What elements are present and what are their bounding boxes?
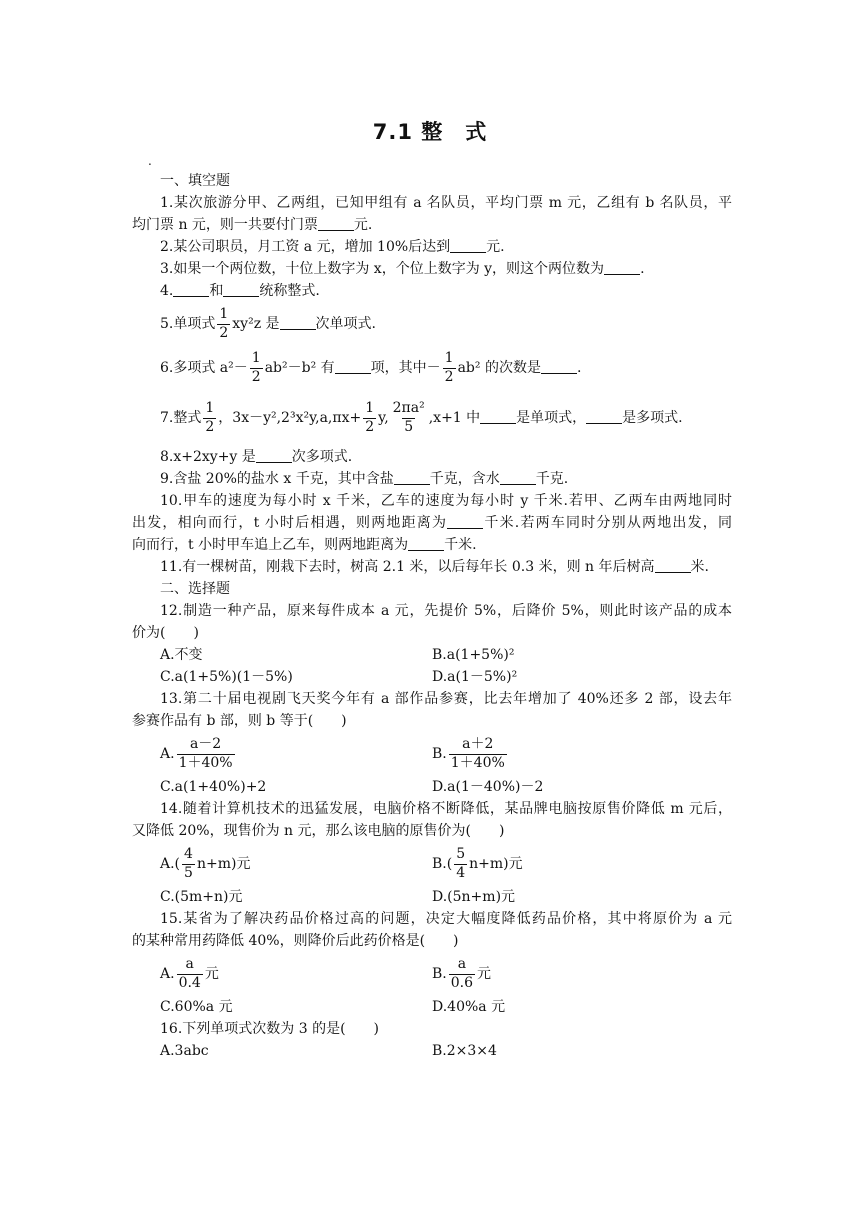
question-14-line-1: 14.随着计算机技术的迅猛发展，电脑价格不断降低，某品牌电脑按原售价降低 m 元后， — [160, 801, 732, 817]
dot-mark: . — [148, 154, 152, 168]
option-d: D.40%a 元 — [432, 999, 506, 1015]
question-9: 9.含盐 20%的盐水 x 千克，其中含盐 千克，含水 千克. — [160, 471, 569, 487]
question-12-options-ab — [132, 644, 732, 666]
question-15-line-1: 15.某省为了解决药品价格过高的问题，决定大幅度降低药品价格，其中将原价为 a 元 — [160, 911, 732, 927]
question-14-options-cd — [132, 886, 732, 908]
option-a: A. $\frac{a-2}{1+40\%}$ — [160, 736, 233, 771]
question-15-options-ab — [132, 952, 732, 996]
fraction-a-plus-2: $\frac{a+2}{1+40\%}$ — [450, 736, 505, 771]
option-a: A.不变 — [160, 647, 203, 663]
question-15-options-cd — [132, 996, 732, 1018]
option-b: B.2×3×4 — [432, 1043, 497, 1059]
answer-blank — [223, 282, 259, 297]
answer-blank — [173, 282, 209, 297]
question-11: 11.有一棵树苗，刚栽下去时，树高 2.1 米，以后每年长 0.3 米，则 n 年后树高 米. — [160, 559, 709, 575]
fraction-four-fifths: $\frac{4}{5}$ — [184, 846, 193, 881]
fraction-a-minus-2: $\frac{a-2}{1+40\%}$ — [178, 736, 233, 771]
answer-blank — [655, 558, 691, 573]
fraction-five-fourths: $\frac{5}{4}$ — [456, 846, 466, 881]
question-10-line-3: 向而行，t 小时甲车追上乙车，则两地距离为 千米. — [132, 537, 477, 553]
question-16-options-ab — [132, 1040, 732, 1062]
option-c: C.a(1+40%)+2 — [160, 779, 267, 795]
option-b: B.a(1+5%)² — [432, 647, 515, 663]
question-10-line-2: 出发，相向而行，t 小时后相遇，则两地距离为 千米.若两车同时分别从两地出发，同 — [132, 515, 732, 531]
question-2: 2.某公司职员，月工资 a 元，增加 10%后达到 元. — [160, 239, 505, 255]
fraction-a-over-0-6: $\frac{a}{0.6}$ — [450, 956, 474, 991]
option-d: D.a(1－40%)－2 — [432, 779, 544, 795]
document-body — [132, 170, 732, 1062]
question-12-options-cd — [132, 666, 732, 688]
question-12-line-1: 12.制造一种产品，原来每件成本 a 元，先提价 5%，后降价 5%，则此时该产品的成本 — [160, 603, 732, 619]
question-13-line-1: 13.第二十届电视剧飞天奖今年有 a 部作品参赛，比去年增加了 40%还多 2 部，设去年 — [160, 691, 732, 707]
answer-blank — [500, 470, 536, 485]
question-8: 8.x+2xy+y 是 次多项式. — [160, 449, 353, 465]
section-heading-fill: 一、填空题 — [160, 173, 230, 189]
option-d: D.a(1－5%)² — [432, 669, 518, 685]
fraction-one-half: $\frac{1}{2}$ — [205, 400, 215, 435]
question-12-line-2: 价为( ) — [132, 625, 199, 641]
fraction-a-over-0-4: $\frac{a}{0.4}$ — [178, 956, 201, 991]
option-b: B.( $\frac{5}{4}$ n+m)元 — [432, 846, 523, 881]
question-10-line-1: 10.甲车的速度为每小时 x 千米，乙车的速度为每小时 y 千米.若甲、乙两车由两地同时 — [160, 493, 732, 509]
answer-blank — [256, 448, 292, 463]
fraction-one-half: $\frac{1}{2}$ — [219, 306, 229, 341]
option-a: A. $\frac{a}{0.4}$ 元 — [160, 956, 219, 991]
answer-blank — [408, 536, 444, 551]
question-14-options-ab — [132, 842, 732, 886]
answer-blank — [280, 315, 316, 330]
fraction-two-pi-a-squared-over-five: $\frac{\text{2πa²}}{5}$ — [392, 400, 425, 435]
option-c: C.a(1+5%)(1－5%) — [160, 669, 293, 685]
option-a: A.3abc — [160, 1043, 209, 1059]
question-13-line-2: 参赛作品有 b 部，则 b 等于( ) — [132, 713, 347, 729]
question-6: 6.多项式 a²－ $\frac{1}{2}$ ab²－b² 有 项，其中－ $\frac{1}{2}$ ab² 的次数是 . — [160, 350, 582, 385]
question-4: 4. 和 统称整式. — [160, 283, 320, 299]
section-heading-choice: 二、选择题 — [160, 581, 230, 597]
page-title: 7.1 整 式 — [372, 120, 488, 144]
option-c: C.(5m+n)元 — [160, 889, 243, 905]
question-7: 7.整式 $\frac{1}{2}$ ，3x－y²,2³x²y,a,πx+ $\frac{1}{2}$ y, $\frac{\text{2πa²}}{5}$ ,x+1 中 是单项式， 是多项式. — [160, 400, 683, 435]
fraction-one-half: $\frac{1}{2}$ — [251, 350, 261, 385]
option-a: A.( $\frac{4}{5}$ n+m)元 — [160, 846, 251, 881]
answer-blank — [394, 470, 430, 485]
answer-blank — [604, 260, 640, 275]
question-3: 3.如果一个两位数，十位上数字为 x，个位上数字为 y，则这个两位数为 . — [160, 261, 645, 277]
question-14-line-2: 又降低 20%，现售价为 n 元，那么该电脑的原售价为( ) — [132, 823, 505, 839]
answer-blank — [450, 238, 486, 253]
question-5: 5.单项式 $\frac{1}{2}$ xy²z 是 次单项式. — [160, 306, 376, 341]
option-b: B. $\frac{a+2}{1+40\%}$ — [432, 736, 505, 771]
question-16: 16.下列单项式次数为 3 的是( ) — [160, 1021, 379, 1037]
answer-blank — [480, 409, 516, 424]
question-1-line-1: 1.某次旅游分甲、乙两组，已知甲组有 a 名队员，平均门票 m 元，乙组有 b 名队员，平 — [160, 195, 732, 211]
option-d: D.(5n+m)元 — [432, 889, 516, 905]
answer-blank — [335, 359, 371, 374]
option-c: C.60%a 元 — [160, 999, 233, 1015]
answer-blank — [541, 359, 577, 374]
question-13-options-cd — [132, 776, 732, 798]
answer-blank — [586, 409, 622, 424]
answer-blank — [447, 514, 483, 529]
fraction-one-half: $\frac{1}{2}$ — [444, 350, 454, 385]
question-1-line-2: 均门票 n 元，则一共要付门票 元. — [132, 217, 373, 233]
option-b: B. $\frac{a}{0.6}$ 元 — [432, 956, 492, 991]
fraction-one-half: $\frac{1}{2}$ — [365, 400, 375, 435]
question-13-options-ab — [132, 732, 732, 776]
question-15-line-2: 的某种常用药降低 40%，则降价后此药价格是( ) — [132, 933, 459, 949]
answer-blank — [318, 216, 354, 231]
